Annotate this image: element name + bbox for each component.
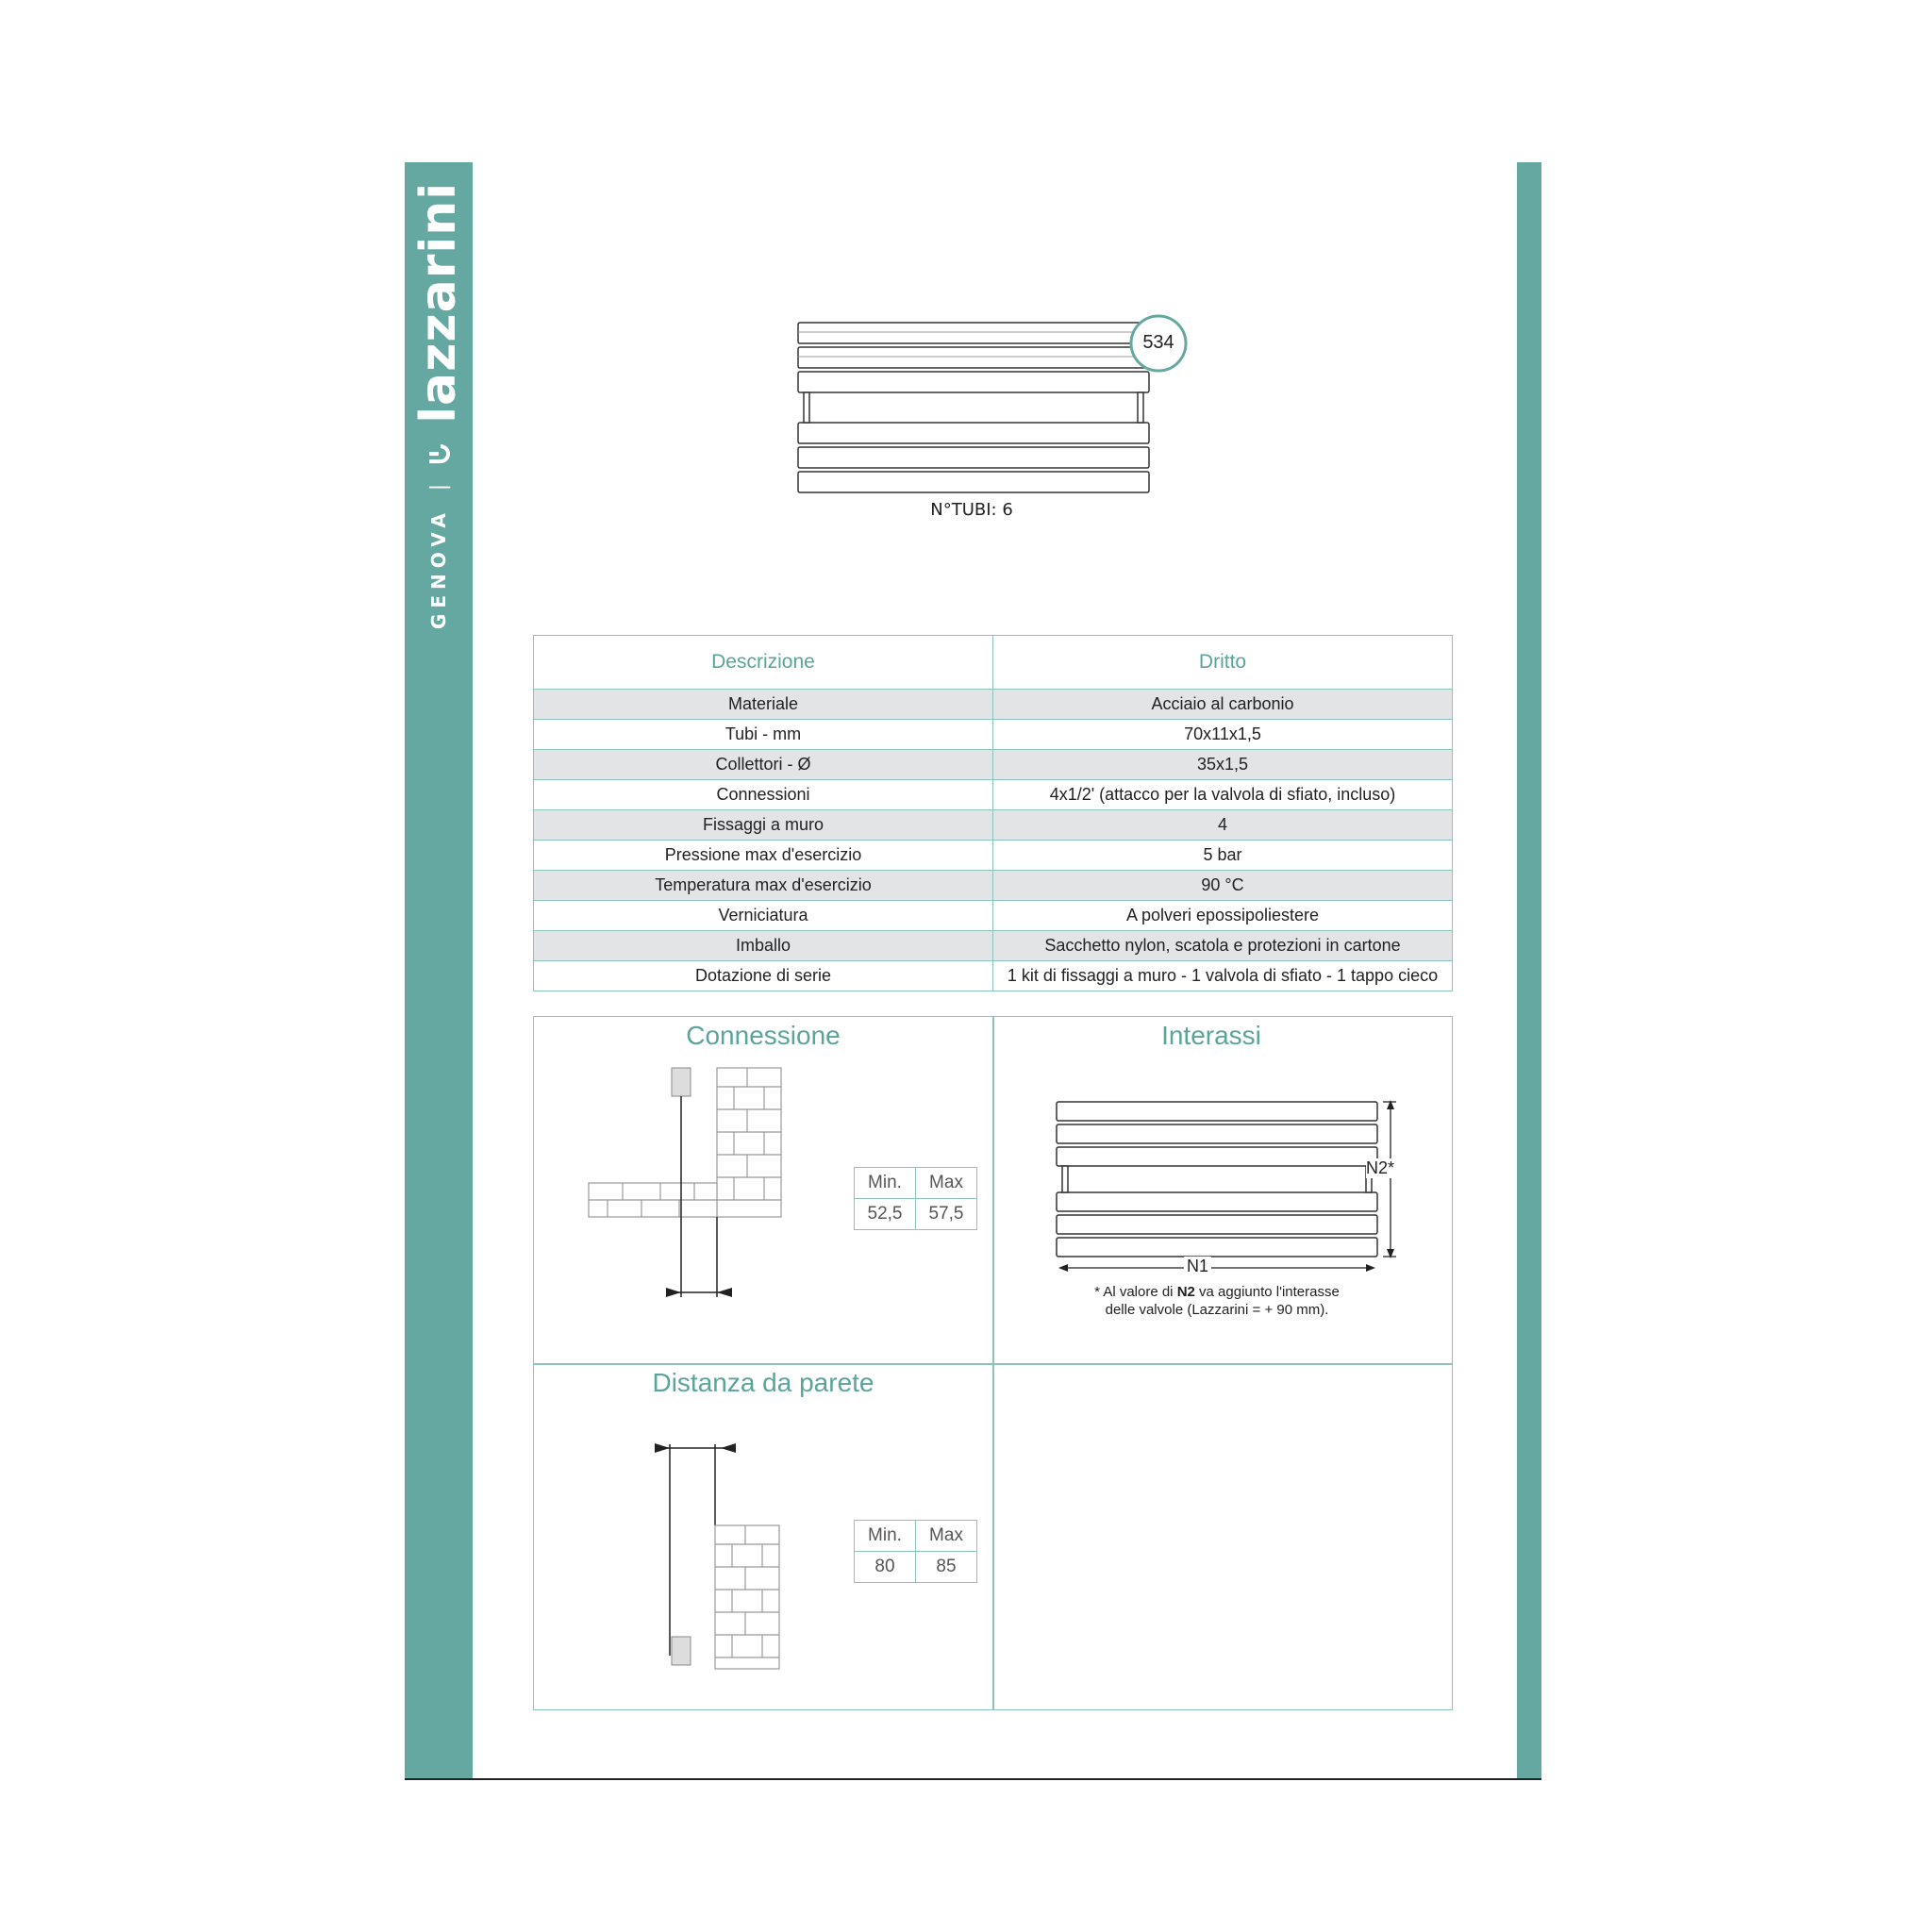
distanza-minmax-table <box>854 1520 977 1583</box>
spec-value: 90 °C <box>993 871 1453 901</box>
table-row <box>534 841 1453 871</box>
distanza-diagram <box>651 1439 792 1674</box>
right-accent-bar <box>1517 162 1541 1779</box>
connessione-max-label: Max <box>916 1168 977 1199</box>
spec-label: Temperatura max d'esercizio <box>534 871 993 901</box>
spec-value: 1 kit di fissaggi a muro - 1 valvola di sfiato - 1 tappo cieco <box>993 961 1453 991</box>
table-row <box>534 690 1453 720</box>
spec-value: 4 <box>993 810 1453 841</box>
brand-block <box>410 182 467 629</box>
interassi-note-line2: delle valvole (Lazzarini = + 90 mm). <box>1105 1302 1329 1318</box>
spec-label: Imballo <box>534 931 993 961</box>
spec-label: Collettori - Ø <box>534 750 993 780</box>
spec-value: 35x1,5 <box>993 750 1453 780</box>
interassi-note-bold: N2 <box>1176 1284 1195 1300</box>
interassi-n2-label: N2* <box>1366 1158 1395 1177</box>
model-badge: 534 <box>1142 332 1174 353</box>
page-baseline <box>405 1778 1541 1780</box>
connessione-min-label: Min. <box>855 1168 916 1199</box>
table-row <box>534 750 1453 780</box>
distanza-max-value: 85 <box>916 1552 977 1583</box>
spec-value: A polveri epossipoliestere <box>993 901 1453 931</box>
spec-label: Pressione max d'esercizio <box>534 841 993 871</box>
table-row <box>534 810 1453 841</box>
distanza-title: Distanza da parete <box>652 1368 874 1397</box>
interassi-diagram <box>1047 1094 1406 1274</box>
table-row <box>534 931 1453 961</box>
table-row <box>534 871 1453 901</box>
interassi-title: Interassi <box>1161 1021 1261 1050</box>
connessione-title: Connessione <box>686 1021 841 1050</box>
interassi-note <box>1057 1283 1377 1319</box>
connessione-diagram <box>585 1066 792 1311</box>
brand-name: lazzarini <box>410 181 467 424</box>
table-row <box>534 720 1453 750</box>
tubes-count-label: N°TUBI: 6 <box>930 500 1013 520</box>
radiator-drawing <box>792 311 1189 500</box>
specs-header-row <box>534 636 1453 690</box>
interassi-note-prefix: * Al valore di <box>1094 1284 1177 1300</box>
spec-label: Materiale <box>534 690 993 720</box>
spec-value: 70x11x1,5 <box>993 720 1453 750</box>
brand-logo-icon <box>425 441 452 467</box>
connessione-minmax-table <box>854 1167 977 1230</box>
specs-header-description: Descrizione <box>534 636 993 690</box>
distanza-min-label: Min. <box>855 1521 916 1552</box>
spec-value: 5 bar <box>993 841 1453 871</box>
spec-value: 4x1/2' (attacco per la valvola di sfiato, incluso) <box>993 780 1453 810</box>
spec-label: Dotazione di serie <box>534 961 993 991</box>
spec-value: Acciaio al carbonio <box>993 690 1453 720</box>
table-row <box>534 901 1453 931</box>
table-row <box>534 780 1453 810</box>
specs-table <box>533 635 1453 991</box>
connessione-min-value: 52,5 <box>855 1199 916 1230</box>
grid-divider-horizontal <box>534 1363 1452 1365</box>
spec-label: Connessioni <box>534 780 993 810</box>
distanza-max-label: Max <box>916 1521 977 1552</box>
spec-value: Sacchetto nylon, scatola e protezioni in cartone <box>993 931 1453 961</box>
brand-city: GENOVA <box>427 508 450 630</box>
connessione-max-value: 57,5 <box>916 1199 977 1230</box>
specs-header-dritto: Dritto <box>993 636 1453 690</box>
spec-label: Verniciatura <box>534 901 993 931</box>
interassi-n1-label: N1 <box>1184 1257 1211 1276</box>
distanza-min-value: 80 <box>855 1552 916 1583</box>
interassi-note-suffix: va aggiunto l'interasse <box>1194 1284 1340 1300</box>
brand-separator: | <box>426 483 451 491</box>
spec-label: Fissaggi a muro <box>534 810 993 841</box>
spec-label: Tubi - mm <box>534 720 993 750</box>
table-row <box>534 961 1453 991</box>
